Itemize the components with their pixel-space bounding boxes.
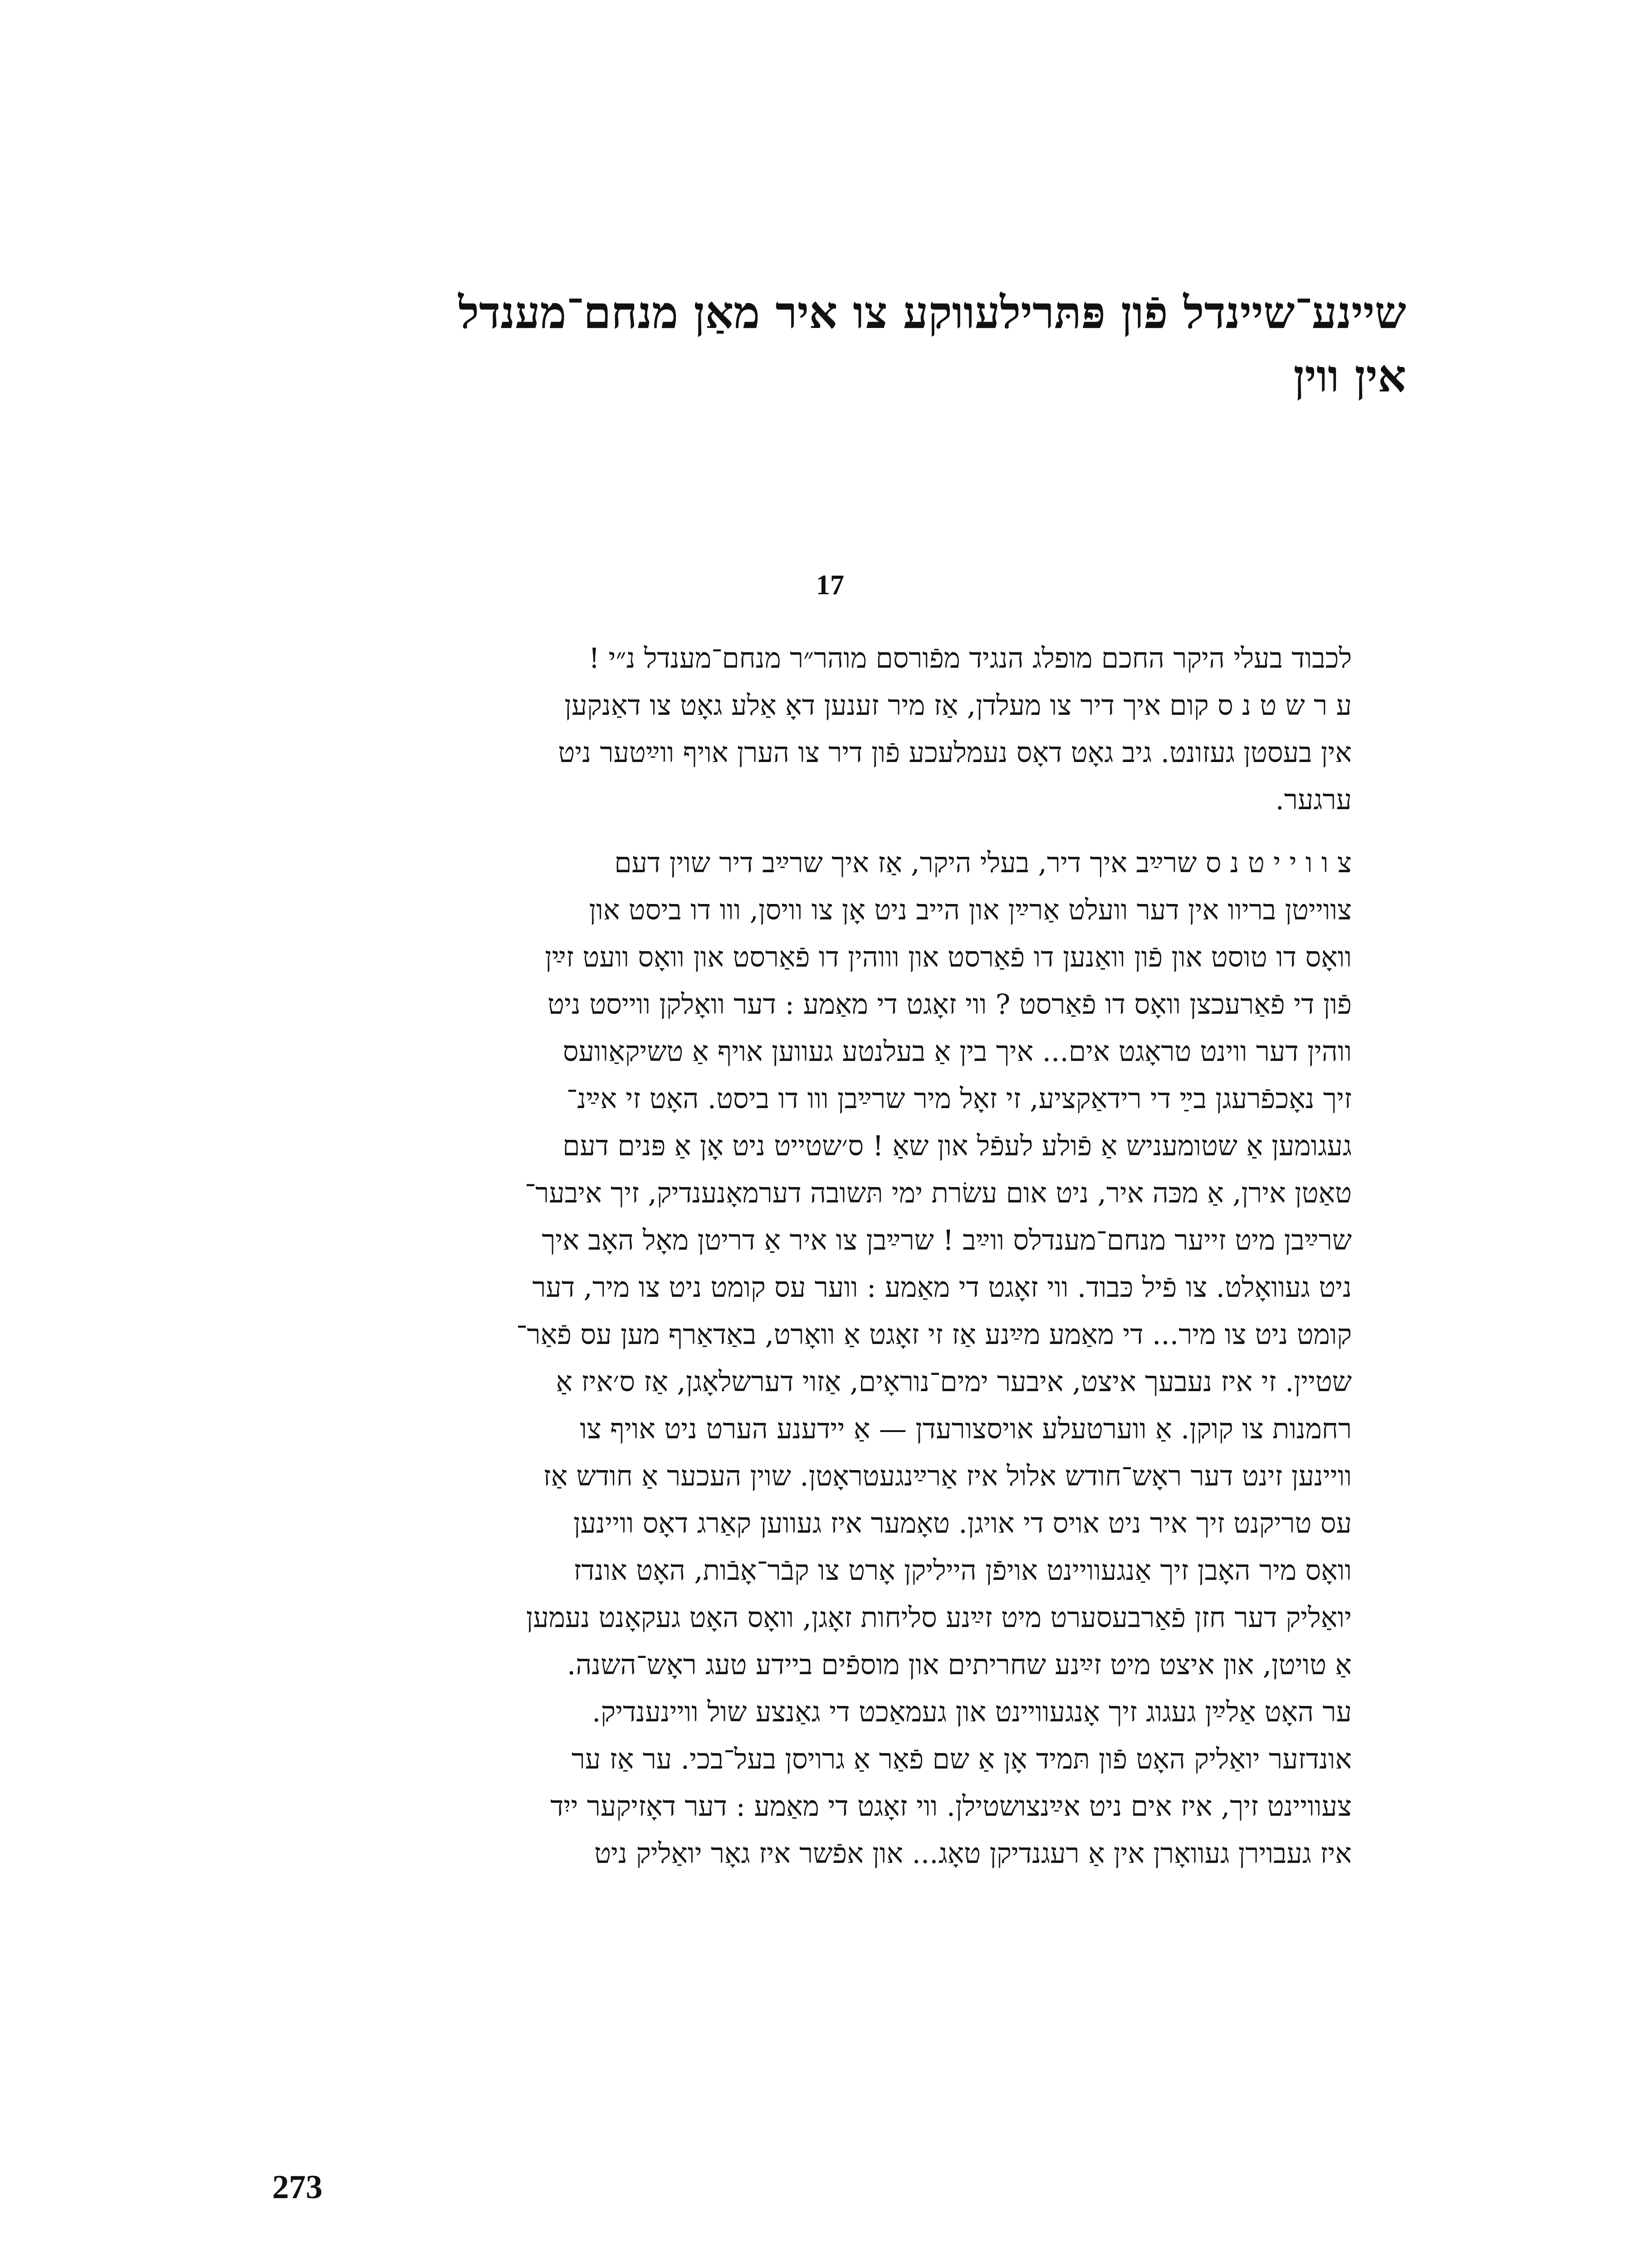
salutation-line: לכבוד בעלי היקר החכם מופלג הנגיד מפֿורסם מוהר״ר מנחם־מענדל נ״י ! xyxy=(588,642,1352,675)
text-line: ע ר ש ט נ ס קום איך דיר צו מעלדן, אַז מיר זענען דאָ אַלע גאָט צו דאַנקען xyxy=(564,689,1352,722)
text-line: אַ טויטן, און איצט מיט זײַנע שחריתים און מוספֿים ביידע טעג ראָש־השנה. xyxy=(567,1649,1352,1681)
heading-line-1: שיינע־שיינדל פֿון פּתּרילעווקע צו איר מאַן מנחם־מענדל xyxy=(458,287,1406,339)
text-line: רחמנות צו קוקן. אַ ווערטעלע אויסצורעדן — אַ יידענע הערט ניט אויף צו xyxy=(580,1413,1352,1445)
letter-body xyxy=(263,635,1352,1877)
text-line: שרײַבן מיט זייער מנחם־מענדלס ווײַב ! שרײַבן צו איר אַ דריטן מאָל האָב איך xyxy=(542,1224,1352,1256)
text-line: געגומען אַ שטומעניש אַ פֿולע לעפֿל און שאַ ! ס׳שטייט ניט אָן אַ פּנים דעם xyxy=(562,1130,1352,1162)
heading-line-2: אין ווין xyxy=(1293,350,1406,402)
text-line: ווהין דער ווינט טראָגט אים... איך בין אַ בעלנטע געווען אויף אַ טשיקאַוועס xyxy=(562,1036,1352,1068)
paragraph-gap xyxy=(263,824,1352,840)
text-line: וואָס דו טוסט און פֿון וואַנען דו פֿאַרסט און וווהין דו פֿאַרסט און וואָס וועט זײַן xyxy=(545,941,1352,973)
text-line: צווייטן בריוו אין דער וועלט אַרײַן און הייב ניט אָן צו וויסן, ווו דו ביסט און xyxy=(589,894,1352,926)
text-line: ניט געוואָלט. צו פֿיל כּבוד. ווי זאָגט די מאַמע : ווער עס קומט ניט צו מיר, דער xyxy=(532,1271,1352,1304)
text-line: וויינען זינט דער ראָש־חודש אלול איז אַרײַנגעטראָטן. שוין העכער אַ חודש אַז xyxy=(543,1460,1352,1492)
text-line: יואַליק דער חזן פֿאַרבעסערט מיט זײַנע סליחות זאָגן, וואָס האָט געקאָנט נעמען xyxy=(526,1602,1352,1634)
text-line: אונדזער יואַליק האָט פֿון תּמיד אָן אַ שם פֿאַר אַ גרויסן בעל־בכי. ער אַז ער xyxy=(571,1743,1352,1775)
text-line: וואָס מיר האָבן זיך אַנגעוויינט אויפֿן הייליקן אָרט צו קבֿר־אָבֿות, האָט אונדז xyxy=(573,1554,1352,1587)
text-line: צעוויינט זיך, איז אים ניט אײַנצושטילן. ווי זאָגט די מאַמע : דער דאָזיקער ייִד xyxy=(550,1790,1352,1823)
text-line: ער האָט אַלײַן געגוג זיך אָנגעוויינט און געמאַכט די גאַנצע שול וויינענדיק. xyxy=(592,1696,1352,1728)
page-number: 273 xyxy=(272,2169,323,2206)
letter-heading xyxy=(181,281,1406,408)
letter-number: 17 xyxy=(816,570,844,601)
text-line: טאַטן אירן, אַ מכּה איר, ניט אום עשׂרת ימי תּשובה דערמאָנענדיק, זיך איבער־ xyxy=(524,1177,1352,1209)
text-line: עס טריקנט זיך איר ניט אויס די אויגן. טאָמער איז געווען קאַרג דאָס וויינען xyxy=(573,1507,1352,1540)
text-line: איז געבוירן געוואָרן אין אַ רעגנדיקן טאָג... און אפֿשר איז גאָר יואַליק ניט xyxy=(594,1838,1352,1870)
text-line: אין בעסטן געזונט. גיב גאָט דאָס נעמלעכע פֿון דיר צו הערן אויף ווײַטער ניט xyxy=(558,737,1352,769)
text-line: שטיין. זי איז נעבעך איצט, איבער ימים־נוראָים, אַזוי דערשלאָגן, אַז ס׳איז אַ xyxy=(556,1366,1352,1398)
text-line: קומט ניט צו מיר... די מאַמע מײַנע אַז זי זאָגט אַ וואָרט, באַדאַרף מען עס פֿאַר־ xyxy=(516,1319,1352,1351)
text-line: צ ו ו י י ט נ ס שרײַב איך דיר, בעלי היקר, אַז איך שרײַב דיר שוין דעם xyxy=(614,847,1352,879)
text-line: פֿון די פֿאַרעכצן וואָס דו פֿאַרסט ? ווי זאָגט די מאַמע : דער וואָלקן ווייסט ניט xyxy=(548,988,1352,1021)
text-line: זיך נאָכפֿרעגן בײַ די רידאַקציע, זי זאָל מיר שרײַבן ווו דו ביסט. האָט זי אײַנ־ xyxy=(566,1083,1352,1115)
text-line: ערגער. xyxy=(1275,784,1352,816)
